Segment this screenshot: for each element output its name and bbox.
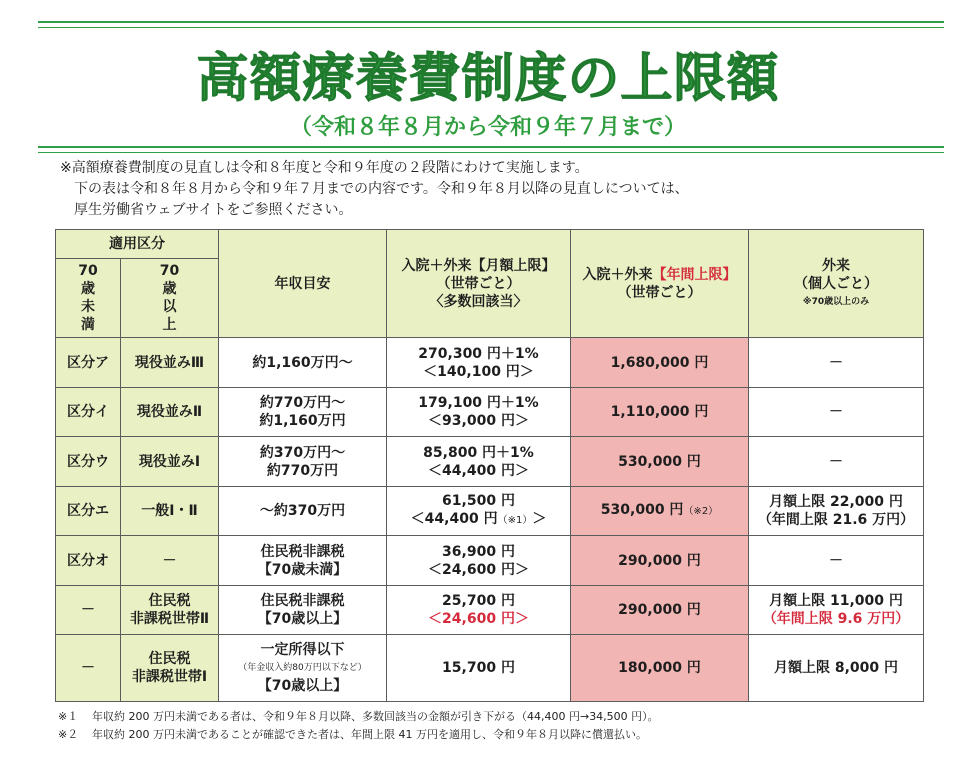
outpatient-cell: [749, 586, 924, 635]
under70-cell: 区分ア: [56, 338, 121, 388]
under70-cell: －: [56, 586, 121, 635]
over70-cell: 現役並みⅠ: [121, 437, 219, 487]
under70-char: 歳: [81, 281, 95, 297]
monthly-cell: [387, 338, 571, 388]
under70-header: [56, 259, 121, 338]
income-line1: 約770万円～: [259, 395, 346, 411]
outpatient-header-note: ※70歳以上のみ: [802, 296, 870, 307]
footnote-2-key: ※２: [58, 728, 79, 741]
table-row: [56, 437, 924, 487]
annual-header: [571, 230, 749, 338]
over70-cell: 一般Ⅰ・Ⅱ: [121, 487, 219, 536]
monthly-value: 179,100 円＋1%: [418, 395, 539, 411]
monthly-cell: [387, 388, 571, 437]
annual-cell: 290,000 円: [571, 586, 749, 635]
annual-cell: 1,110,000 円: [571, 388, 749, 437]
table-row: [56, 586, 924, 635]
under70-cell: 区分オ: [56, 536, 121, 586]
outpatient-header-line1: 外来: [822, 257, 850, 274]
monthly-cell: 15,700 円: [387, 635, 571, 702]
table-row: [56, 635, 924, 702]
top-rule-thin: [38, 27, 944, 28]
page-subtitle: （令和８年８月から令和９年７月まで）: [289, 115, 686, 140]
over70-cell: －: [121, 536, 219, 586]
monthly-multi-value: ＜44,400 円: [410, 511, 498, 527]
income-line2: 【70歳未満】: [257, 561, 348, 578]
footnote-1: [58, 708, 958, 726]
annual-cell: 1,680,000 円: [571, 338, 749, 388]
monthly-value: 270,300 円＋1%: [418, 345, 539, 362]
income-small: （年金収入約80万円以下など）: [238, 663, 367, 673]
outpatient-cell: 月額上限 8,000 円: [749, 635, 924, 702]
outpatient-annual: （年間上限 9.6 万円）: [762, 611, 910, 627]
footnote-1-text: 年収約 200 万円未満である者は、令和９年８月以降、多数回該当の金額が引き下がる（44,400 円→34,500 円）。: [92, 710, 659, 723]
monthly-multi: ＜24,600 円＞: [428, 611, 529, 627]
monthly-header: [387, 230, 571, 338]
outpatient-cell: －: [749, 388, 924, 437]
under70-cell: 区分エ: [56, 487, 121, 536]
income-cell: [219, 437, 387, 487]
outpatient-header: [749, 230, 924, 338]
footnote-1-key: ※１: [58, 710, 79, 723]
table-row: [56, 536, 924, 586]
page-title: 高額療養費制度の上限額: [196, 49, 780, 109]
under70-cell: 区分ウ: [56, 437, 121, 487]
over70-line2: 非課税世帯Ⅰ: [131, 669, 208, 685]
income-line1: 住民税非課税: [260, 593, 345, 609]
annual-cell: 530,000 円: [571, 437, 749, 487]
monthly-multi: [389, 510, 568, 530]
over70-cell: [121, 586, 219, 635]
income-line2: 約1,160万円: [259, 413, 346, 429]
outpatient-cell: －: [749, 338, 924, 388]
monthly-value: 61,500 円: [442, 493, 515, 509]
monthly-cell: [387, 536, 571, 586]
annual-value: 530,000 円: [600, 502, 684, 518]
income-line2: 【70歳以上】: [257, 611, 348, 627]
over70-header: [121, 259, 219, 338]
over70-char: 70: [159, 263, 180, 279]
monthly-value: 25,700 円: [442, 593, 515, 609]
outpatient-annual: （年間上限 21.6 万円）: [757, 512, 915, 528]
bottom-rule-thin: [38, 152, 944, 153]
monthly-cell: [387, 437, 571, 487]
income-cell: [219, 586, 387, 635]
under70-char: 70: [78, 263, 98, 279]
limit-table: [55, 229, 924, 702]
outpatient-cell: [749, 487, 924, 536]
income-cell: [219, 635, 387, 702]
over70-cell: 現役並みⅢ: [121, 338, 219, 388]
outpatient-monthly: 月額上限 22,000 円: [769, 494, 903, 510]
income-cell: 約1,160万円～: [219, 338, 387, 388]
monthly-header-line1: 入院＋外来【月額上限】: [401, 257, 556, 274]
footnote-2-text: 年収約 200 万円未満であることが確認できた者は、年間上限 41 万円を適用し、令和９年８月以降に償還払い。: [92, 728, 647, 741]
monthly-multi: ＜24,600 円＞: [428, 561, 529, 578]
outpatient-cell: －: [749, 536, 924, 586]
intro-line-2: 下の表は令和８年８月から令和９年７月までの内容です。令和９年８月以降の見直しについては、: [74, 181, 689, 197]
over70-char: 以: [162, 299, 177, 315]
outpatient-header-line2: （個人ごと）: [794, 275, 878, 292]
monthly-header-line2: （世帯ごと）: [436, 275, 521, 292]
monthly-value: 36,900 円: [442, 543, 515, 560]
over70-line2: 非課税世帯Ⅱ: [129, 611, 210, 627]
intro-text: [60, 158, 940, 221]
income-header: 年収目安: [219, 230, 387, 338]
intro-line-3: 厚生労働省ウェブサイトをご参照ください。: [74, 202, 353, 218]
monthly-multi-end: ＞: [532, 511, 547, 527]
table-row: [56, 338, 924, 388]
note-ref-2: （※2）: [683, 506, 719, 517]
applicable-header: 適用区分: [56, 230, 219, 259]
footnotes: [58, 708, 958, 744]
footnote-2: [58, 726, 958, 744]
over70-cell: [121, 635, 219, 702]
over70-line1: 住民税: [148, 593, 191, 609]
income-cell: ～約370万円: [219, 487, 387, 536]
income-line2: 約770万円: [266, 462, 339, 479]
monthly-multi: ＜44,400 円＞: [428, 462, 529, 479]
income-line1: 約370万円～: [259, 444, 346, 461]
outpatient-cell: －: [749, 437, 924, 487]
income-cell: [219, 536, 387, 586]
monthly-header-line3: 〈多数回該当〉: [429, 293, 528, 310]
monthly-multi: ＜140,100 円＞: [423, 363, 534, 380]
annual-cell: 180,000 円: [571, 635, 749, 702]
over70-line1: 住民税: [148, 651, 191, 667]
annual-header-line1b: 【年間上限】: [652, 266, 737, 283]
bottom-rule: [38, 146, 944, 148]
annual-header-line2: （世帯ごと）: [617, 284, 702, 301]
under70-cell: 区分イ: [56, 388, 121, 437]
monthly-multi: ＜93,000 円＞: [428, 413, 529, 429]
monthly-cell: [387, 487, 571, 536]
annual-header-line1a: 入院＋外来: [582, 266, 653, 283]
table-row: [56, 487, 924, 536]
monthly-cell: [387, 586, 571, 635]
over70-char: 歳: [162, 281, 177, 297]
over70-cell: 現役並みⅡ: [121, 388, 219, 437]
top-rule: [38, 21, 944, 23]
income-line1: 住民税非課税: [260, 543, 345, 560]
monthly-value: 85,800 円＋1%: [423, 444, 534, 461]
under70-char: 満: [81, 317, 95, 333]
note-ref-1: （※1）: [497, 515, 533, 526]
under70-char: 未: [81, 299, 95, 315]
annual-cell: 290,000 円: [571, 536, 749, 586]
table-row: [56, 388, 924, 437]
intro-line-1: ※高額療養費制度の見直しは令和８年度と令和９年度の２段階にわけて実施します。: [60, 160, 589, 176]
over70-char: 上: [162, 317, 177, 333]
income-line2: 【70歳以上】: [257, 678, 348, 694]
income-cell: [219, 388, 387, 437]
income-line1: 一定所得以下: [260, 642, 345, 658]
annual-cell: [571, 487, 749, 536]
under70-cell: －: [56, 635, 121, 702]
outpatient-monthly: 月額上限 11,000 円: [769, 593, 903, 609]
